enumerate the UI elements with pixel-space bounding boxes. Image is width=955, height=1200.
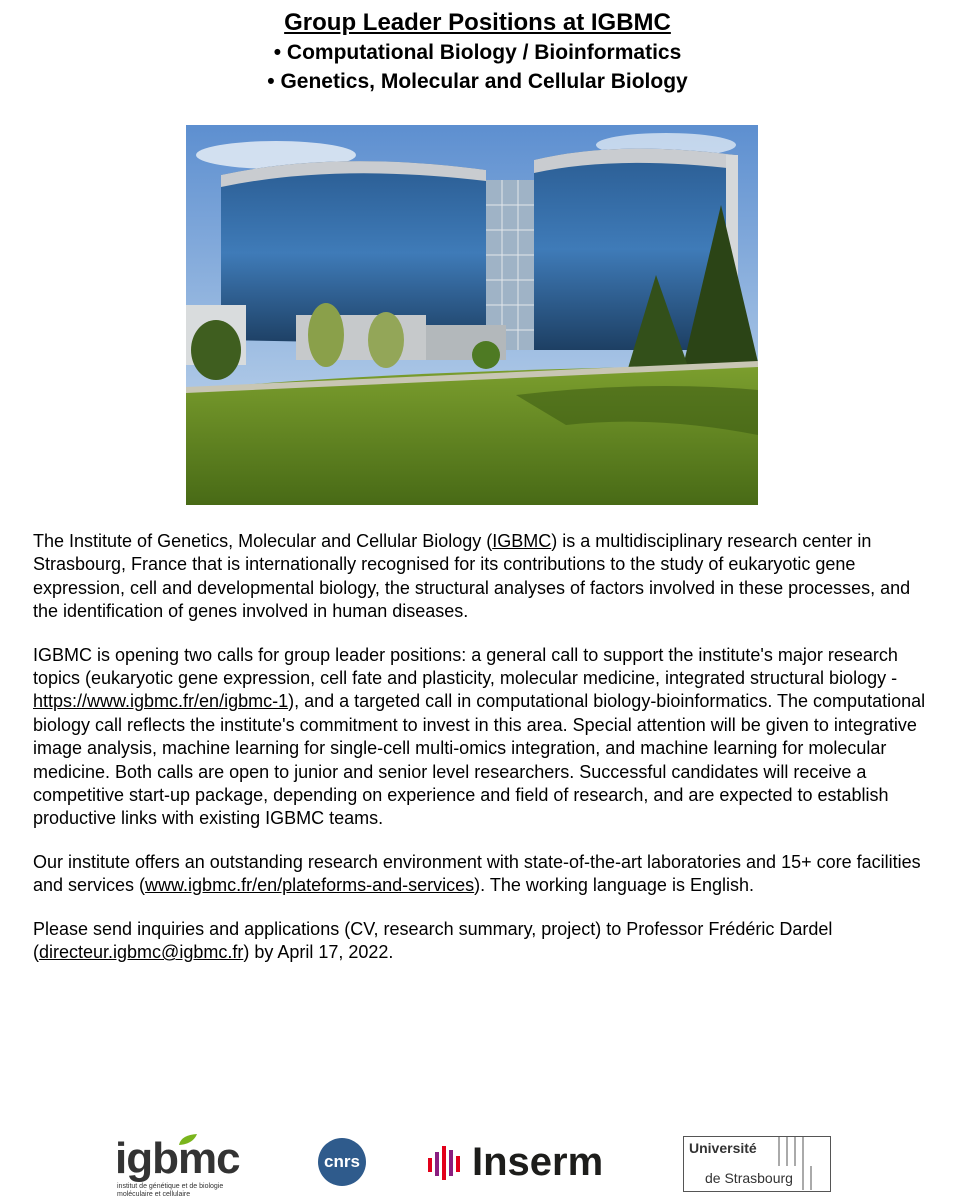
inserm-logo-word: Inserm <box>472 1140 604 1184</box>
subtitle-computational-biology: • Computational Biology / Bioinformatics <box>273 41 682 64</box>
building-photo <box>186 125 758 505</box>
body-text <box>33 530 933 985</box>
igbmc-link[interactable]: IGBMC <box>492 531 552 551</box>
subtitle-genetics: • Genetics, Molecular and Cellular Biology <box>267 70 688 93</box>
paragraph-intro-text-a: The Institute of Genetics, Molecular and Cellular Biology ( <box>33 531 493 551</box>
page-title: Group Leader Positions at IGBMC <box>284 9 671 36</box>
paragraph-apply-text-b: ) by April 17, 2022. <box>243 942 394 963</box>
unistra-logo-top: Université <box>689 1140 757 1156</box>
igbmc-logo-tagline: institut de génétique et de biologie moléculaire et cellulaire <box>117 1183 224 1198</box>
cnrs-logo-word: cnrs <box>318 1138 366 1186</box>
unistra-logo-bottom: de Strasbourg <box>705 1170 793 1186</box>
paragraph-environment <box>33 851 933 898</box>
unistra-logo <box>683 1136 833 1192</box>
director-email-link[interactable]: directeur.igbmc@igbmc.fr <box>39 942 244 963</box>
paragraph-calls <box>33 644 933 831</box>
paragraph-calls-text-a: IGBMC is opening two calls for group leader positions: a general call to support the institute's major research topics (eukaryotic gene expression, cell fate and plasticity, molecular medicine, integrated structural biology - <box>33 644 898 689</box>
paragraph-intro <box>33 530 933 624</box>
paragraph-apply-text-a: Please send inquiries and applications (CV, research summary, project) to Professor Frédéric Dardel ( <box>33 918 833 963</box>
paragraph-environment-text-b: ). The working language is English. <box>474 875 754 896</box>
building-photo-icon <box>186 125 758 505</box>
partner-logos <box>0 1128 955 1200</box>
inserm-logo <box>428 1138 628 1190</box>
paragraph-apply <box>33 918 933 965</box>
header <box>0 8 955 96</box>
cnrs-logo <box>318 1138 368 1188</box>
inserm-bars-icon <box>428 1144 462 1184</box>
igbmc-logo <box>115 1133 245 1197</box>
igbmc-logo-word: igbmc <box>115 1134 240 1183</box>
paragraph-intro-text-b: ) is a multidisciplinary research center in Strasbourg, France that is internationally recognised for its contributions to the study of eukaryotic gene expression, cell and developmental biology, the structural analyses of factors involved in these processes, and the identification of genes involved in human diseases. <box>33 531 911 622</box>
platforms-services-link[interactable]: www.igbmc.fr/en/plateforms-and-services <box>145 875 475 896</box>
igbmc-research-link[interactable]: https://www.igbmc.fr/en/igbmc-1 <box>33 691 289 712</box>
paragraph-environment-text-a: Our institute offers an outstanding research environment with state-of-the-art laboratories and 15+ core facilities and services ( <box>33 851 921 896</box>
paragraph-calls-text-b: ), and a targeted call in computational biology-bioinformatics. The computational biology call reflects the institute's commitment to invest in this area. Special attention will be given to integrative image analysis, machine learning for single-cell multi-omics integration, and machine learning for molecular medicine. Both calls are open to junior and senior level researchers. Successful candidates will receive a competitive start-up package, depending on experience and field of research, and are expected to establish productive links with existing IGBMC teams. <box>33 691 926 829</box>
